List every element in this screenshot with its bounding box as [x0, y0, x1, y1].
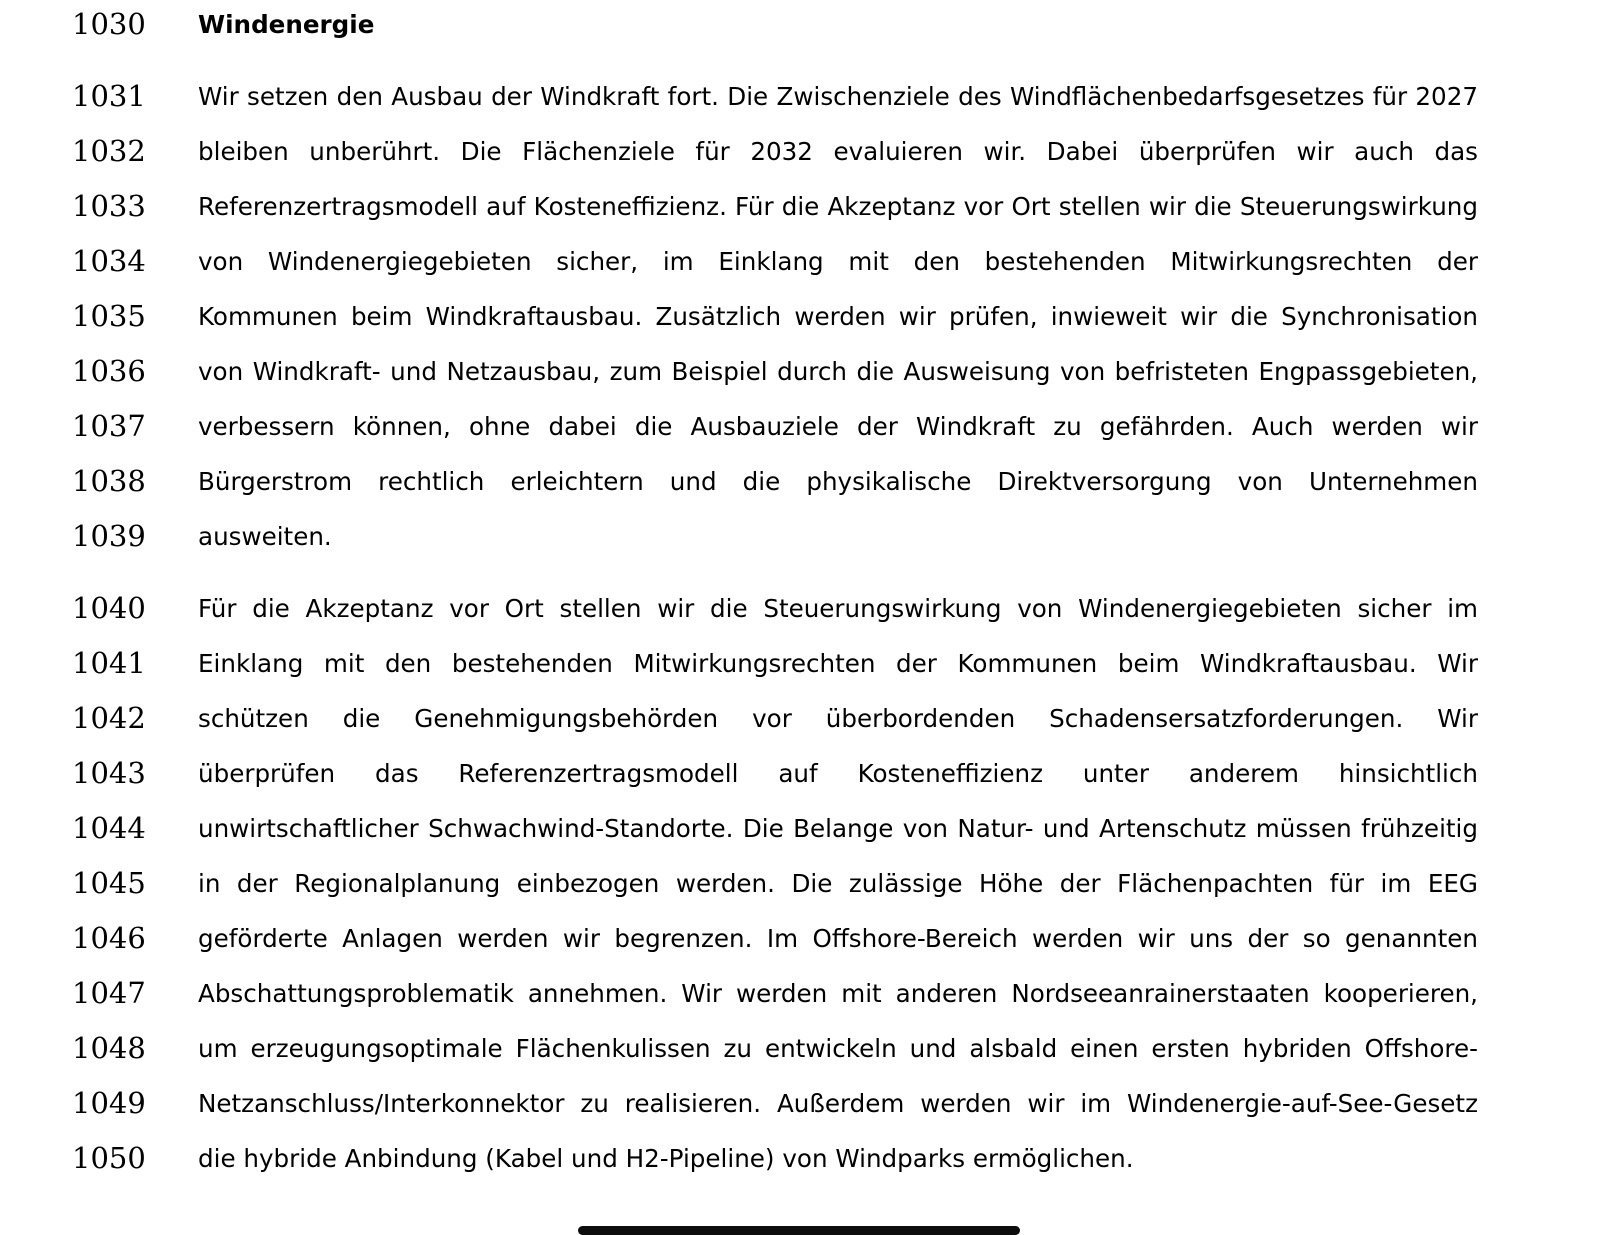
document-line	[0, 701, 1600, 759]
line-text: Netzanschluss/Interkonnektor zu realisieren. Außerdem werden wir im Windenergie-auf-See-Gesetz	[198, 1089, 1478, 1118]
line-number: 1045	[72, 866, 146, 900]
line-number: 1046	[72, 921, 146, 955]
line-text: in der Regionalplanung einbezogen werden. Die zulässige Höhe der Flächenpachten für im EEG	[198, 869, 1478, 898]
section-heading: Windenergie	[198, 10, 375, 39]
line-number: 1034	[72, 244, 146, 278]
line-text: bleiben unberührt. Die Flächenziele für 2032 evaluieren wir. Dabei überprüfen wir auch das	[198, 137, 1478, 166]
line-number: 1036	[72, 354, 146, 388]
line-number: 1032	[72, 134, 146, 168]
line-text: überprüfen das Referenzertragsmodell auf Kosteneffizienz unter anderem hinsichtlich	[198, 759, 1478, 788]
line-text: Einklang mit den bestehenden Mitwirkungsrechten der Kommunen beim Windkraftausbau. Wir	[198, 649, 1478, 678]
line-number: 1042	[72, 701, 146, 735]
line-text: Abschattungsproblematik annehmen. Wir werden mit anderen Nordseeanrainerstaaten kooperieren,	[198, 979, 1478, 1008]
line-text: schützen die Genehmigungsbehörden vor überbordenden Schadensersatzforderungen. Wir	[198, 704, 1478, 733]
line-number: 1040	[72, 591, 146, 625]
line-number: 1047	[72, 976, 146, 1010]
line-number: 1050	[72, 1141, 146, 1175]
line-text: Kommunen beim Windkraftausbau. Zusätzlich werden wir prüfen, inwieweit wir die Synchronisation	[198, 302, 1478, 331]
document-line	[0, 591, 1600, 649]
document-line	[0, 519, 1600, 577]
document-line	[0, 244, 1600, 302]
document-line	[0, 464, 1600, 522]
line-number: 1030	[72, 7, 146, 41]
document-line	[0, 189, 1600, 247]
document-line	[0, 1086, 1600, 1144]
document-line	[0, 79, 1600, 137]
document-line	[0, 1141, 1600, 1199]
document-line	[0, 976, 1600, 1034]
line-text: von Windenergiegebieten sicher, im Einklang mit den bestehenden Mitwirkungsrechten der	[198, 247, 1478, 276]
line-number: 1038	[72, 464, 146, 498]
line-number: 1031	[72, 79, 146, 113]
line-text: unwirtschaftlicher Schwachwind-Standorte. Die Belange von Natur- und Artenschutz müssen frühzeitig	[198, 814, 1478, 843]
line-text: Bürgerstrom rechtlich erleichtern und die physikalische Direktversorgung von Unternehmen	[198, 467, 1478, 496]
home-indicator[interactable]	[578, 1226, 1020, 1235]
document-line	[0, 409, 1600, 467]
line-number: 1044	[72, 811, 146, 845]
document-line	[0, 134, 1600, 192]
line-number: 1041	[72, 646, 146, 680]
document-line	[0, 354, 1600, 412]
line-number: 1035	[72, 299, 146, 333]
line-text: Für die Akzeptanz vor Ort stellen wir die Steuerungswirkung von Windenergiegebieten sicher im	[198, 594, 1478, 623]
line-text: Wir setzen den Ausbau der Windkraft fort. Die Zwischenziele des Windflächenbedarfsgesetzes für 2027	[198, 82, 1478, 111]
line-number: 1049	[72, 1086, 146, 1120]
line-number: 1037	[72, 409, 146, 443]
document-line	[0, 811, 1600, 869]
document-line	[0, 756, 1600, 814]
document-line	[0, 1031, 1600, 1089]
document-line	[0, 921, 1600, 979]
document-line	[0, 299, 1600, 357]
line-text: verbessern können, ohne dabei die Ausbauziele der Windkraft zu gefährden. Auch werden wir	[198, 412, 1478, 441]
line-number: 1033	[72, 189, 146, 223]
line-number: 1039	[72, 519, 146, 553]
line-text: die hybride Anbindung (Kabel und H2-Pipeline) von Windparks ermöglichen.	[198, 1144, 1134, 1173]
line-text: geförderte Anlagen werden wir begrenzen. Im Offshore-Bereich werden wir uns der so genannten	[198, 924, 1478, 953]
line-text: Referenzertragsmodell auf Kosteneffizienz. Für die Akzeptanz vor Ort stellen wir die Steuerungswirkung	[198, 192, 1478, 221]
line-number: 1048	[72, 1031, 146, 1065]
document-line	[0, 866, 1600, 924]
line-text: von Windkraft- und Netzausbau, zum Beispiel durch die Ausweisung von befristeten Engpassgebieten,	[198, 357, 1478, 386]
line-number: 1043	[72, 756, 146, 790]
line-text: ausweiten.	[198, 522, 332, 551]
document-line	[0, 646, 1600, 704]
document-line	[0, 7, 1600, 65]
line-text: um erzeugungsoptimale Flächenkulissen zu entwickeln und alsbald einen ersten hybriden Offshore-	[198, 1034, 1478, 1063]
